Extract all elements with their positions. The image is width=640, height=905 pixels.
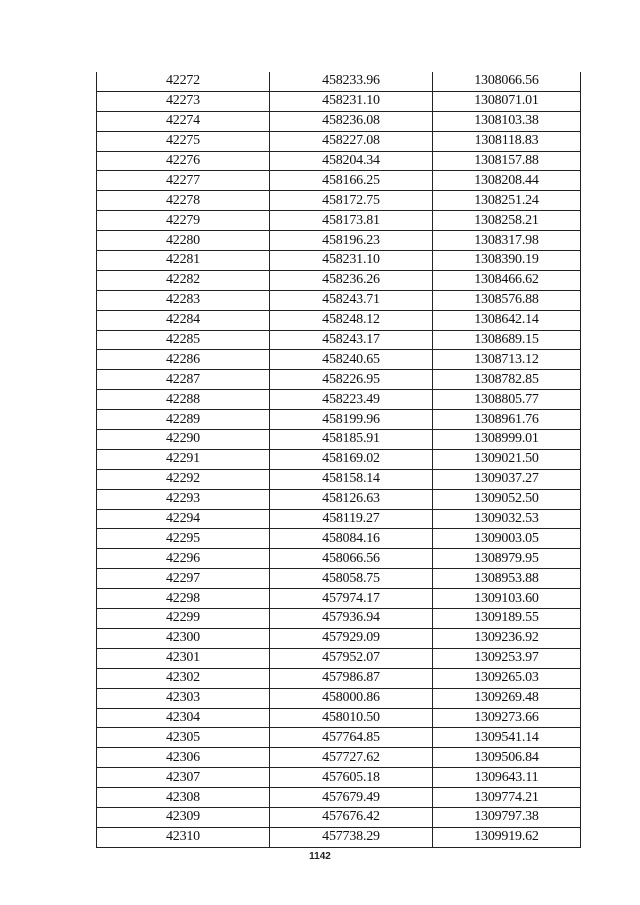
- y-coordinate-cell: 1309037.27: [433, 469, 581, 489]
- point-id-cell: 42304: [97, 708, 270, 728]
- y-coordinate-cell: 1308118.83: [433, 131, 581, 151]
- table-row: [97, 290, 581, 310]
- table-row: [97, 708, 581, 728]
- x-coordinate-cell: 458084.16: [270, 529, 433, 549]
- table-row: [97, 668, 581, 688]
- table-row: [97, 151, 581, 171]
- y-coordinate-cell: 1308576.88: [433, 290, 581, 310]
- y-coordinate-cell: 1309052.50: [433, 489, 581, 509]
- table-row: [97, 827, 581, 847]
- point-id-cell: 42276: [97, 151, 270, 171]
- table-row: [97, 569, 581, 589]
- x-coordinate-cell: 458169.02: [270, 449, 433, 469]
- y-coordinate-cell: 1308999.01: [433, 430, 581, 450]
- table-row: [97, 430, 581, 450]
- table-row: [97, 529, 581, 549]
- point-id-cell: 42290: [97, 430, 270, 450]
- x-coordinate-cell: 458248.12: [270, 310, 433, 330]
- point-id-cell: 42310: [97, 827, 270, 847]
- x-coordinate-cell: 458223.49: [270, 390, 433, 410]
- point-id-cell: 42283: [97, 290, 270, 310]
- point-id-cell: 42291: [97, 449, 270, 469]
- point-id-cell: 42277: [97, 171, 270, 191]
- y-coordinate-cell: 1308103.38: [433, 111, 581, 131]
- y-coordinate-cell: 1308157.88: [433, 151, 581, 171]
- x-coordinate-cell: 458243.71: [270, 290, 433, 310]
- point-id-cell: 42300: [97, 628, 270, 648]
- x-coordinate-cell: 458172.75: [270, 191, 433, 211]
- x-coordinate-cell: 457679.49: [270, 788, 433, 808]
- point-id-cell: 42272: [97, 72, 270, 91]
- x-coordinate-cell: 458158.14: [270, 469, 433, 489]
- x-coordinate-cell: 457605.18: [270, 768, 433, 788]
- x-coordinate-cell: 458199.96: [270, 410, 433, 430]
- y-coordinate-cell: 1308258.21: [433, 211, 581, 231]
- table-row: [97, 310, 581, 330]
- y-coordinate-cell: 1309919.62: [433, 827, 581, 847]
- point-id-cell: 42308: [97, 788, 270, 808]
- point-id-cell: 42280: [97, 231, 270, 251]
- point-id-cell: 42285: [97, 330, 270, 350]
- y-coordinate-cell: 1308251.24: [433, 191, 581, 211]
- y-coordinate-cell: 1308713.12: [433, 350, 581, 370]
- table-row: [97, 807, 581, 827]
- y-coordinate-cell: 1309541.14: [433, 728, 581, 748]
- point-id-cell: 42289: [97, 410, 270, 430]
- y-coordinate-cell: 1309032.53: [433, 509, 581, 529]
- x-coordinate-cell: 457929.09: [270, 628, 433, 648]
- point-id-cell: 42278: [97, 191, 270, 211]
- table-row: [97, 370, 581, 390]
- point-id-cell: 42287: [97, 370, 270, 390]
- y-coordinate-cell: 1308953.88: [433, 569, 581, 589]
- table-row: [97, 111, 581, 131]
- x-coordinate-cell: 458066.56: [270, 549, 433, 569]
- point-id-cell: 42296: [97, 549, 270, 569]
- point-id-cell: 42302: [97, 668, 270, 688]
- x-coordinate-cell: 458058.75: [270, 569, 433, 589]
- point-id-cell: 42273: [97, 91, 270, 111]
- point-id-cell: 42306: [97, 748, 270, 768]
- y-coordinate-cell: 1308390.19: [433, 251, 581, 271]
- point-id-cell: 42301: [97, 648, 270, 668]
- x-coordinate-cell: 458226.95: [270, 370, 433, 390]
- x-coordinate-cell: 458196.23: [270, 231, 433, 251]
- x-coordinate-cell: 458166.25: [270, 171, 433, 191]
- y-coordinate-cell: 1308066.56: [433, 72, 581, 91]
- y-coordinate-cell: 1309236.92: [433, 628, 581, 648]
- point-id-cell: 42275: [97, 131, 270, 151]
- y-coordinate-cell: 1308466.62: [433, 270, 581, 290]
- table-row: [97, 609, 581, 629]
- x-coordinate-cell: 457986.87: [270, 668, 433, 688]
- table-row: [97, 549, 581, 569]
- y-coordinate-cell: 1308208.44: [433, 171, 581, 191]
- point-id-cell: 42274: [97, 111, 270, 131]
- y-coordinate-cell: 1308979.95: [433, 549, 581, 569]
- table-row: [97, 628, 581, 648]
- point-id-cell: 42298: [97, 589, 270, 609]
- y-coordinate-cell: 1309273.66: [433, 708, 581, 728]
- y-coordinate-cell: 1309253.97: [433, 648, 581, 668]
- x-coordinate-cell: 457936.94: [270, 609, 433, 629]
- table-row: [97, 72, 581, 91]
- table-row: [97, 270, 581, 290]
- table-row: [97, 171, 581, 191]
- y-coordinate-cell: 1308782.85: [433, 370, 581, 390]
- y-coordinate-cell: 1309103.60: [433, 589, 581, 609]
- coordinate-table: [96, 72, 581, 848]
- table-row: [97, 449, 581, 469]
- y-coordinate-cell: 1309797.38: [433, 807, 581, 827]
- y-coordinate-cell: 1309774.21: [433, 788, 581, 808]
- table-row: [97, 390, 581, 410]
- page-number: 1142: [309, 851, 331, 862]
- x-coordinate-cell: 458010.50: [270, 708, 433, 728]
- point-id-cell: 42293: [97, 489, 270, 509]
- table-row: [97, 410, 581, 430]
- y-coordinate-cell: 1308317.98: [433, 231, 581, 251]
- table-row: [97, 211, 581, 231]
- x-coordinate-cell: 458227.08: [270, 131, 433, 151]
- x-coordinate-cell: 458240.65: [270, 350, 433, 370]
- table-row: [97, 589, 581, 609]
- table-row: [97, 788, 581, 808]
- point-id-cell: 42294: [97, 509, 270, 529]
- table-row: [97, 728, 581, 748]
- x-coordinate-cell: 458126.63: [270, 489, 433, 509]
- y-coordinate-cell: 1309021.50: [433, 449, 581, 469]
- x-coordinate-cell: 457727.62: [270, 748, 433, 768]
- y-coordinate-cell: 1308071.01: [433, 91, 581, 111]
- point-id-cell: 42281: [97, 251, 270, 271]
- point-id-cell: 42307: [97, 768, 270, 788]
- table-row: [97, 330, 581, 350]
- point-id-cell: 42309: [97, 807, 270, 827]
- table-row: [97, 748, 581, 768]
- table-row: [97, 350, 581, 370]
- x-coordinate-cell: 457738.29: [270, 827, 433, 847]
- x-coordinate-cell: 458236.26: [270, 270, 433, 290]
- table-row: [97, 131, 581, 151]
- point-id-cell: 42284: [97, 310, 270, 330]
- point-id-cell: 42279: [97, 211, 270, 231]
- x-coordinate-cell: 458231.10: [270, 91, 433, 111]
- table-row: [97, 191, 581, 211]
- table-row: [97, 768, 581, 788]
- table-row: [97, 509, 581, 529]
- y-coordinate-cell: 1309189.55: [433, 609, 581, 629]
- y-coordinate-cell: 1308805.77: [433, 390, 581, 410]
- x-coordinate-cell: 458173.81: [270, 211, 433, 231]
- table-row: [97, 688, 581, 708]
- table-row: [97, 648, 581, 668]
- x-coordinate-cell: 458236.08: [270, 111, 433, 131]
- x-coordinate-cell: 458231.10: [270, 251, 433, 271]
- point-id-cell: 42295: [97, 529, 270, 549]
- y-coordinate-cell: 1309269.48: [433, 688, 581, 708]
- x-coordinate-cell: 458000.86: [270, 688, 433, 708]
- point-id-cell: 42282: [97, 270, 270, 290]
- x-coordinate-cell: 457952.07: [270, 648, 433, 668]
- y-coordinate-cell: 1309003.05: [433, 529, 581, 549]
- x-coordinate-cell: 458119.27: [270, 509, 433, 529]
- point-id-cell: 42292: [97, 469, 270, 489]
- y-coordinate-cell: 1309643.11: [433, 768, 581, 788]
- point-id-cell: 42288: [97, 390, 270, 410]
- table-row: [97, 469, 581, 489]
- y-coordinate-cell: 1308689.15: [433, 330, 581, 350]
- y-coordinate-cell: 1309506.84: [433, 748, 581, 768]
- x-coordinate-cell: 457974.17: [270, 589, 433, 609]
- y-coordinate-cell: 1308961.76: [433, 410, 581, 430]
- x-coordinate-cell: 458233.96: [270, 72, 433, 91]
- x-coordinate-cell: 458243.17: [270, 330, 433, 350]
- table-row: [97, 489, 581, 509]
- x-coordinate-cell: 458204.34: [270, 151, 433, 171]
- table-row: [97, 231, 581, 251]
- point-id-cell: 42297: [97, 569, 270, 589]
- x-coordinate-cell: 457764.85: [270, 728, 433, 748]
- x-coordinate-cell: 458185.91: [270, 430, 433, 450]
- table-row: [97, 251, 581, 271]
- y-coordinate-cell: 1308642.14: [433, 310, 581, 330]
- table-row: [97, 91, 581, 111]
- coordinate-table-body: [97, 72, 581, 847]
- y-coordinate-cell: 1309265.03: [433, 668, 581, 688]
- point-id-cell: 42303: [97, 688, 270, 708]
- x-coordinate-cell: 457676.42: [270, 807, 433, 827]
- point-id-cell: 42286: [97, 350, 270, 370]
- point-id-cell: 42299: [97, 609, 270, 629]
- point-id-cell: 42305: [97, 728, 270, 748]
